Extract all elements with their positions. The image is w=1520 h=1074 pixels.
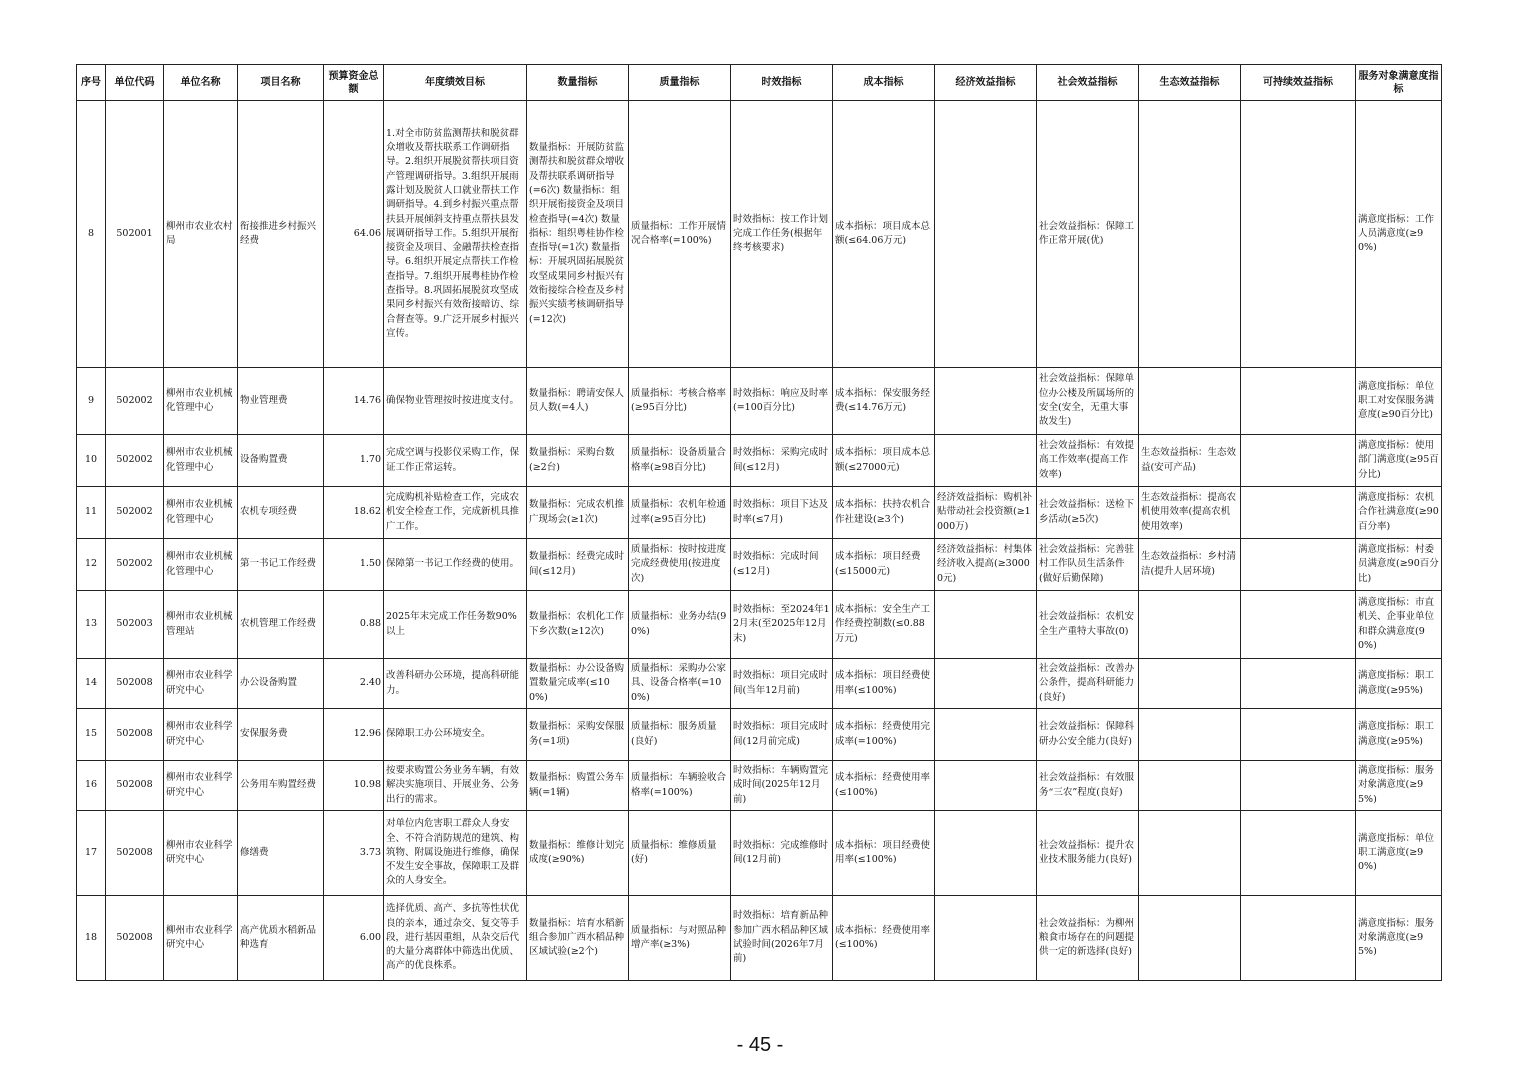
cell-col-unit-name: 柳州市农业机械化管理中心 — [164, 368, 238, 435]
header-col-quantity: 数量指标 — [527, 65, 629, 101]
cell-col-economic — [935, 709, 1037, 761]
cell-col-annual-goal: 完成空调与投影仪采购工作，保证工作正常运转。 — [384, 435, 527, 487]
header-row — [77, 65, 1442, 101]
cell-col-budget: 18.62 — [324, 487, 384, 539]
cell-col-unit-name: 柳州市农业机械化管理中心 — [164, 487, 238, 539]
cell-col-annual-goal: 确保物业管理按时按进度支付。 — [384, 368, 527, 435]
cell-col-unit-name: 柳州市农业科学研究中心 — [164, 761, 238, 811]
cell-col-quantity: 数量指标：培育水稻新组合参加广西水稻品种区域试验(≥2个) — [527, 896, 629, 981]
cell-col-budget: 64.06 — [324, 101, 384, 368]
cell-col-cost: 成本指标：项目经费使用率(≤100%) — [833, 811, 935, 896]
cell-col-quality: 质量指标：按时按进度完成经费使用(按进度次) — [629, 539, 731, 591]
cell-col-social: 社会效益指标：有效提高工作效率(提高工作效率) — [1037, 435, 1139, 487]
cell-col-cost: 成本指标：项目经费使用率(≤100%) — [833, 659, 935, 709]
cell-col-satisfaction: 满意度指标：职工满意度(≥95%) — [1356, 709, 1442, 761]
cell-col-social: 社会效益指标：保障工作正常开展(优) — [1037, 101, 1139, 368]
cell-col-satisfaction: 满意度指标：单位职工满意度(≥90%) — [1356, 811, 1442, 896]
cell-col-index: 9 — [77, 368, 106, 435]
cell-col-annual-goal: 2025年末完成工作任务数90%以上 — [384, 591, 527, 659]
cell-col-sustainable — [1241, 435, 1356, 487]
cell-col-ecological — [1139, 591, 1241, 659]
cell-col-unit-code: 502003 — [106, 591, 164, 659]
page-number: - 45 - — [736, 1034, 784, 1056]
cell-col-quantity: 数量指标：采购台数(≥2台) — [527, 435, 629, 487]
header-col-index: 序号 — [77, 65, 106, 101]
header-col-satisfaction: 服务对象满意度指标 — [1356, 65, 1442, 101]
cell-col-budget: 3.73 — [324, 811, 384, 896]
cell-col-quantity: 数量指标：经费完成时间(≤12月) — [527, 539, 629, 591]
cell-col-economic — [935, 659, 1037, 709]
cell-col-project-name: 第一书记工作经费 — [238, 539, 324, 591]
cell-col-sustainable — [1241, 487, 1356, 539]
cell-col-timeliness: 时效指标：响应及时率(=100百分比) — [731, 368, 833, 435]
cell-col-timeliness: 时效指标：完成维修时间(12月前) — [731, 811, 833, 896]
cell-col-quantity: 数量指标：聘请安保人员人数(=4人) — [527, 368, 629, 435]
cell-col-unit-code: 502008 — [106, 659, 164, 709]
cell-col-index: 18 — [77, 896, 106, 981]
header-col-ecological: 生态效益指标 — [1139, 65, 1241, 101]
cell-col-quality: 质量指标：业务办结(90%) — [629, 591, 731, 659]
cell-col-project-name: 高产优质水稻新品种选育 — [238, 896, 324, 981]
cell-col-unit-code: 502008 — [106, 896, 164, 981]
cell-col-cost: 成本指标：保安服务经费(≤14.76万元) — [833, 368, 935, 435]
cell-col-index: 14 — [77, 659, 106, 709]
table-row — [77, 659, 1442, 709]
cell-col-economic — [935, 368, 1037, 435]
cell-col-cost: 成本指标：扶持农机合作社建设(≥3个) — [833, 487, 935, 539]
cell-col-unit-code: 502001 — [106, 101, 164, 368]
cell-col-project-name: 设备购置费 — [238, 435, 324, 487]
performance-table — [76, 64, 1442, 981]
cell-col-project-name: 农机管理工作经费 — [238, 591, 324, 659]
cell-col-social: 社会效益指标：农机安全生产重特大事故(0) — [1037, 591, 1139, 659]
table-row — [77, 487, 1442, 539]
cell-col-cost: 成本指标：项目成本总额(≤27000元) — [833, 435, 935, 487]
cell-col-timeliness: 时效指标：按工作计划完成工作任务(根据年终考核要求) — [731, 101, 833, 368]
table-row — [77, 101, 1442, 368]
cell-col-social: 社会效益指标：为柳州粮食市场存在的问题提供一定的新选择(良好) — [1037, 896, 1139, 981]
cell-col-index: 10 — [77, 435, 106, 487]
cell-col-ecological: 生态效益指标：乡村清洁(提升人居环境) — [1139, 539, 1241, 591]
cell-col-annual-goal: 按要求购置公务业务车辆，有效解决实施项目、开展业务、公务出行的需求。 — [384, 761, 527, 811]
cell-col-sustainable — [1241, 709, 1356, 761]
cell-col-ecological — [1139, 896, 1241, 981]
cell-col-satisfaction: 满意度指标：工作人员满意度(≥90%) — [1356, 101, 1442, 368]
header-col-budget: 预算资金总额 — [324, 65, 384, 101]
cell-col-sustainable — [1241, 811, 1356, 896]
cell-col-unit-name: 柳州市农业农村局 — [164, 101, 238, 368]
cell-col-budget: 14.76 — [324, 368, 384, 435]
cell-col-quantity: 数量指标：完成农机推广现场会(≥1次) — [527, 487, 629, 539]
cell-col-quantity: 数量指标：农机化工作下乡次数(≥12次) — [527, 591, 629, 659]
cell-col-satisfaction: 满意度指标：市直机关、企事业单位和群众满意度(90%) — [1356, 591, 1442, 659]
header-col-economic: 经济效益指标 — [935, 65, 1037, 101]
cell-col-unit-code: 502002 — [106, 487, 164, 539]
cell-col-ecological — [1139, 101, 1241, 368]
cell-col-satisfaction: 满意度指标：使用部门满意度(≥95百分比) — [1356, 435, 1442, 487]
cell-col-cost: 成本指标：经费使用率(≤100%) — [833, 896, 935, 981]
cell-col-cost: 成本指标：项目成本总额(≤64.06万元) — [833, 101, 935, 368]
cell-col-project-name: 办公设备购置 — [238, 659, 324, 709]
cell-col-cost: 成本指标：安全生产工作经费控制数(≤0.88万元) — [833, 591, 935, 659]
table-row — [77, 435, 1442, 487]
cell-col-timeliness: 时效指标：培育新品种参加广西水稻品种区域试验时间(2026年7月前) — [731, 896, 833, 981]
cell-col-unit-code: 502008 — [106, 761, 164, 811]
cell-col-ecological: 生态效益指标：提高农机使用效率(提高农机使用效率) — [1139, 487, 1241, 539]
cell-col-social: 社会效益指标：提升农业技术服务能力(良好) — [1037, 811, 1139, 896]
cell-col-timeliness: 时效指标：项目完成时间(12月前完成) — [731, 709, 833, 761]
cell-col-ecological — [1139, 659, 1241, 709]
cell-col-satisfaction: 满意度指标：单位职工对安保服务满意度(≥90百分比) — [1356, 368, 1442, 435]
cell-col-economic — [935, 811, 1037, 896]
cell-col-quality: 质量指标：车辆验收合格率(=100%) — [629, 761, 731, 811]
header-col-annual-goal: 年度绩效目标 — [384, 65, 527, 101]
header-col-cost: 成本指标 — [833, 65, 935, 101]
cell-col-ecological — [1139, 811, 1241, 896]
cell-col-annual-goal: 保障第一书记工作经费的使用。 — [384, 539, 527, 591]
table-row — [77, 811, 1442, 896]
cell-col-timeliness: 时效指标：采购完成时间(≤12月) — [731, 435, 833, 487]
cell-col-index: 13 — [77, 591, 106, 659]
cell-col-unit-code: 502008 — [106, 811, 164, 896]
cell-col-timeliness: 时效指标：至2024年12月末(至2025年12月末) — [731, 591, 833, 659]
cell-col-social: 社会效益指标：保障科研办公安全能力(良好) — [1037, 709, 1139, 761]
header-col-unit-code: 单位代码 — [106, 65, 164, 101]
cell-col-quality: 质量指标：农机年检通过率(≥95百分比) — [629, 487, 731, 539]
cell-col-social: 社会效益指标：有效服务“三农”程度(良好) — [1037, 761, 1139, 811]
cell-col-annual-goal: 保障职工办公环境安全。 — [384, 709, 527, 761]
cell-col-budget: 0.88 — [324, 591, 384, 659]
cell-col-unit-name: 柳州市农业科学研究中心 — [164, 659, 238, 709]
cell-col-social: 社会效益指标：保障单位办公楼及所属场所的安全(安全，无重大事故发生) — [1037, 368, 1139, 435]
cell-col-annual-goal: 改善科研办公环境，提高科研能力。 — [384, 659, 527, 709]
cell-col-unit-name: 柳州市农业机械管理站 — [164, 591, 238, 659]
cell-col-index: 15 — [77, 709, 106, 761]
cell-col-social: 社会效益指标：改善办公条件，提高科研能力(良好) — [1037, 659, 1139, 709]
cell-col-quality: 质量指标：工作开展情况合格率(=100%) — [629, 101, 731, 368]
cell-col-satisfaction: 满意度指标：村委员满意度(≥90百分比) — [1356, 539, 1442, 591]
cell-col-cost: 成本指标：经费使用率(≤100%) — [833, 761, 935, 811]
cell-col-sustainable — [1241, 659, 1356, 709]
cell-col-quantity: 数量指标：办公设备购置数量完成率(≤100%) — [527, 659, 629, 709]
cell-col-economic: 经济效益指标：村集体经济收入提高(≥30000元) — [935, 539, 1037, 591]
cell-col-budget: 2.40 — [324, 659, 384, 709]
cell-col-project-name: 修缮费 — [238, 811, 324, 896]
cell-col-budget: 1.50 — [324, 539, 384, 591]
cell-col-index: 17 — [77, 811, 106, 896]
cell-col-index: 11 — [77, 487, 106, 539]
cell-col-cost: 成本指标：经费使用完成率(=100%) — [833, 709, 935, 761]
cell-col-satisfaction: 满意度指标：服务对象满意度(≥95%) — [1356, 761, 1442, 811]
cell-col-quality: 质量指标：采购办公家具、设备合格率(=100%) — [629, 659, 731, 709]
cell-col-economic — [935, 761, 1037, 811]
cell-col-quality: 质量指标：维修质量(好) — [629, 811, 731, 896]
cell-col-index: 12 — [77, 539, 106, 591]
cell-col-sustainable — [1241, 101, 1356, 368]
cell-col-ecological — [1139, 368, 1241, 435]
table-row — [77, 896, 1442, 981]
cell-col-project-name: 衔接推进乡村振兴经费 — [238, 101, 324, 368]
table-header — [77, 65, 1442, 101]
cell-col-unit-name: 柳州市农业机械化管理中心 — [164, 435, 238, 487]
cell-col-unit-code: 502002 — [106, 435, 164, 487]
table-row — [77, 591, 1442, 659]
cell-col-satisfaction: 满意度指标：农机合作社满意度(≥90百分率) — [1356, 487, 1442, 539]
cell-col-unit-name: 柳州市农业科学研究中心 — [164, 896, 238, 981]
cell-col-timeliness: 时效指标：项目完成时间(当年12月前) — [731, 659, 833, 709]
cell-col-quality: 质量指标：与对照品种增产率(≥3%) — [629, 896, 731, 981]
cell-col-social: 社会效益指标：完善驻村工作队员生活条件(做好后勤保障) — [1037, 539, 1139, 591]
table-row — [77, 761, 1442, 811]
cell-col-quality: 质量指标：考核合格率(≥95百分比) — [629, 368, 731, 435]
cell-col-budget: 10.98 — [324, 761, 384, 811]
cell-col-economic — [935, 435, 1037, 487]
header-col-timeliness: 时效指标 — [731, 65, 833, 101]
cell-col-sustainable — [1241, 368, 1356, 435]
cell-col-unit-code: 502002 — [106, 368, 164, 435]
cell-col-unit-name: 柳州市农业科学研究中心 — [164, 709, 238, 761]
cell-col-economic — [935, 896, 1037, 981]
table-row — [77, 539, 1442, 591]
cell-col-project-name: 物业管理费 — [238, 368, 324, 435]
header-col-quality: 质量指标 — [629, 65, 731, 101]
cell-col-annual-goal: 1.对全市防贫监测帮扶和脱贫群众增收及帮扶联系工作调研指导。2.组织开展脱贫帮扶项目资产管理调研指导。3.组织开展雨露计划及脱贫人口就业帮扶工作调研指导。4.到乡村振兴重点帮扶县开展倾斜支持重点帮扶县发展调研指导工作。5.组织开展衔接资金及项目、金融帮扶检查指导。6.组织开展定点帮扶工作检查指导。7.组织开展粤桂协作检查指导。8.巩固拓展脱贫攻坚成果同乡村振兴有效衔接暗访、综合督查等。9.广泛开展乡村振兴宣传。 — [384, 101, 527, 368]
cell-col-project-name: 安保服务费 — [238, 709, 324, 761]
table-row — [77, 368, 1442, 435]
cell-col-unit-code: 502002 — [106, 539, 164, 591]
cell-col-sustainable — [1241, 539, 1356, 591]
table-body — [77, 101, 1442, 981]
cell-col-annual-goal: 对单位内危害职工群众人身安全、不符合消防规范的建筑、构筑物、附属设施进行维修，确保不发生安全事故，保障职工及群众的人身安全。 — [384, 811, 527, 896]
cell-col-timeliness: 时效指标：项目下达及时率(≤7月) — [731, 487, 833, 539]
cell-col-economic: 经济效益指标：购机补贴带动社会投资额(≥1000万) — [935, 487, 1037, 539]
cell-col-annual-goal: 完成购机补贴检查工作，完成农机安全检查工作，完成新机具推广工作。 — [384, 487, 527, 539]
cell-col-budget: 1.70 — [324, 435, 384, 487]
cell-col-economic — [935, 591, 1037, 659]
header-col-social: 社会效益指标 — [1037, 65, 1139, 101]
cell-col-quantity: 数量指标：开展防贫监测帮扶和脱贫群众增收及帮扶联系调研指导(=6次) 数量指标：组织开展衔接资金及项目检查指导(=4次) 数量指标：组织粤桂协作检查指导(=1次) 数量指标：开展巩固拓展脱贫攻坚成果同乡村振兴有效衔接综合检查及乡村振兴实绩考核调研指导(=12次) — [527, 101, 629, 368]
header-col-unit-name: 单位名称 — [164, 65, 238, 101]
header-col-project-name: 项目名称 — [238, 65, 324, 101]
cell-col-ecological — [1139, 709, 1241, 761]
cell-col-quantity: 数量指标：采购安保服务(=1项) — [527, 709, 629, 761]
cell-col-timeliness: 时效指标：车辆购置完成时间(2025年12月前) — [731, 761, 833, 811]
cell-col-sustainable — [1241, 761, 1356, 811]
cell-col-satisfaction: 满意度指标：职工满意度(≥95%) — [1356, 659, 1442, 709]
header-col-sustainable: 可持续效益指标 — [1241, 65, 1356, 101]
cell-col-unit-name: 柳州市农业科学研究中心 — [164, 811, 238, 896]
cell-col-quantity: 数量指标：购置公务车辆(=1辆) — [527, 761, 629, 811]
cell-col-unit-name: 柳州市农业机械化管理中心 — [164, 539, 238, 591]
cell-col-sustainable — [1241, 591, 1356, 659]
cell-col-satisfaction: 满意度指标：服务对象满意度(≥95%) — [1356, 896, 1442, 981]
cell-col-economic — [935, 101, 1037, 368]
cell-col-quality: 质量指标：设备质量合格率(≥98百分比) — [629, 435, 731, 487]
cell-col-ecological — [1139, 761, 1241, 811]
cell-col-timeliness: 时效指标：完成时间(≤12月) — [731, 539, 833, 591]
cell-col-cost: 成本指标：项目经费(≤15000元) — [833, 539, 935, 591]
cell-col-quantity: 数量指标：维修计划完成度(≥90%) — [527, 811, 629, 896]
cell-col-index: 16 — [77, 761, 106, 811]
cell-col-annual-goal: 选择优质、高产、多抗等性状优良的亲本，通过杂交、复交等手段，进行基因重组，从杂交后代的大量分离群体中筛选出优质、高产的优良株系。 — [384, 896, 527, 981]
cell-col-budget: 12.96 — [324, 709, 384, 761]
cell-col-budget: 6.00 — [324, 896, 384, 981]
table-row — [77, 709, 1442, 761]
cell-col-project-name: 农机专项经费 — [238, 487, 324, 539]
cell-col-social: 社会效益指标：送检下乡活动(≥5次) — [1037, 487, 1139, 539]
cell-col-index: 8 — [77, 101, 106, 368]
cell-col-ecological: 生态效益指标：生态效益(安可产品) — [1139, 435, 1241, 487]
cell-col-unit-code: 502008 — [106, 709, 164, 761]
cell-col-project-name: 公务用车购置经费 — [238, 761, 324, 811]
cell-col-sustainable — [1241, 896, 1356, 981]
cell-col-quality: 质量指标：服务质量(良好) — [629, 709, 731, 761]
